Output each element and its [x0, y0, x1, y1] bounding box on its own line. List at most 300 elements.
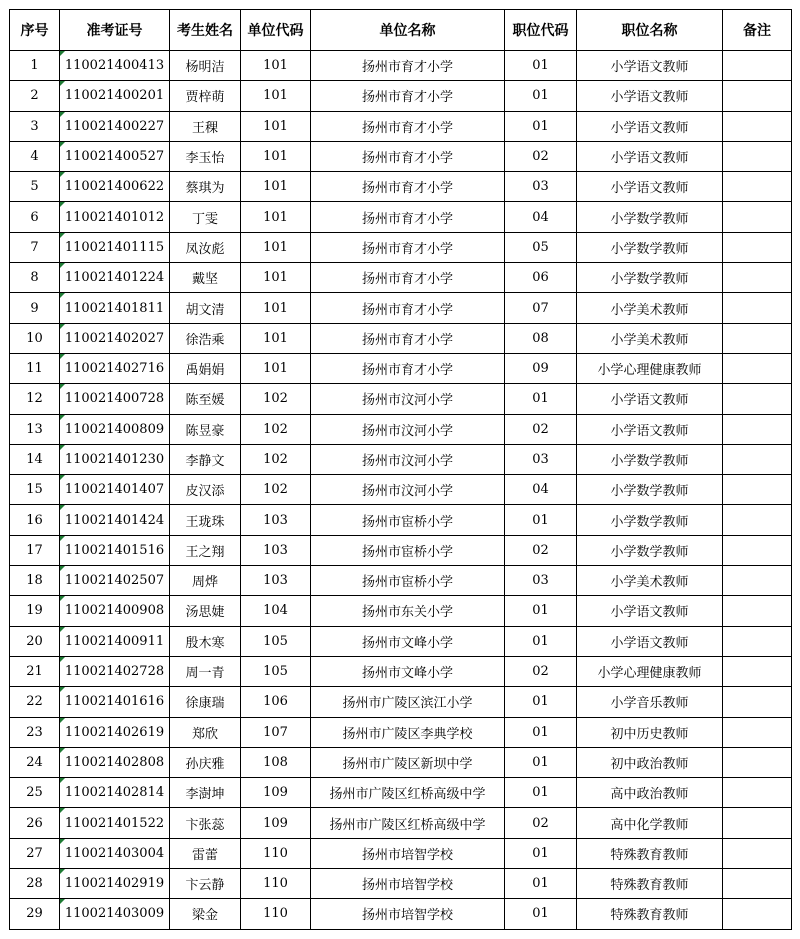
exam-id-cell: 110021402728: [60, 656, 170, 686]
header-name: 考生姓名: [170, 10, 241, 51]
seq-cell: 6: [10, 202, 60, 232]
seq-cell: 1: [10, 51, 60, 81]
unit-name-cell: 扬州市广陵区新坝中学: [311, 747, 505, 777]
table-row: [10, 444, 792, 474]
unit-code-cell: 101: [241, 232, 311, 262]
header-row: [10, 10, 792, 51]
remark-cell: [723, 535, 792, 565]
exam-id-cell: 110021401522: [60, 808, 170, 838]
position-name-cell: 小学数学教师: [577, 475, 723, 505]
remark-cell: [723, 626, 792, 656]
position-name-cell: 小学语文教师: [577, 111, 723, 141]
unit-name-cell: 扬州市广陵区滨江小学: [311, 687, 505, 717]
seq-cell: 4: [10, 141, 60, 171]
unit-name-cell: 扬州市文峰小学: [311, 626, 505, 656]
position-name-cell: 特殊教育教师: [577, 899, 723, 929]
unit-code-cell: 101: [241, 202, 311, 232]
unit-name-cell: 扬州市育才小学: [311, 51, 505, 81]
unit-name-cell: 扬州市宦桥小学: [311, 535, 505, 565]
remark-cell: [723, 566, 792, 596]
remark-cell: [723, 414, 792, 444]
remark-cell: [723, 444, 792, 474]
text-format-marker: [60, 566, 65, 571]
seq-cell: 2: [10, 81, 60, 111]
position-code-cell: 01: [505, 505, 577, 535]
unit-name-cell: 扬州市育才小学: [311, 111, 505, 141]
remark-cell: [723, 899, 792, 929]
header-seq: 序号: [10, 10, 60, 51]
seq-cell: 7: [10, 232, 60, 262]
candidate-name-cell: 李澍坤: [170, 778, 241, 808]
unit-name-cell: 扬州市广陵区红桥高级中学: [311, 778, 505, 808]
position-name-cell: 小学美术教师: [577, 566, 723, 596]
position-code-cell: 03: [505, 172, 577, 202]
candidate-name-cell: 徐浩乘: [170, 323, 241, 353]
unit-name-cell: 扬州市宦桥小学: [311, 566, 505, 596]
seq-cell: 21: [10, 656, 60, 686]
exam-id-cell: 110021401115: [60, 232, 170, 262]
table-row: [10, 384, 792, 414]
position-name-cell: 小学语文教师: [577, 51, 723, 81]
header-pos-code: 职位代码: [505, 10, 577, 51]
table-row: [10, 81, 792, 111]
remark-cell: [723, 808, 792, 838]
remark-cell: [723, 353, 792, 383]
unit-code-cell: 103: [241, 566, 311, 596]
text-format-marker: [60, 202, 65, 207]
candidate-name-cell: 丁雯: [170, 202, 241, 232]
table-body: [10, 51, 792, 930]
unit-code-cell: 102: [241, 475, 311, 505]
candidate-name-cell: 周一青: [170, 656, 241, 686]
exam-id-cell: 110021401811: [60, 293, 170, 323]
text-format-marker: [60, 899, 65, 904]
position-name-cell: 小学数学教师: [577, 263, 723, 293]
seq-cell: 25: [10, 778, 60, 808]
unit-name-cell: 扬州市广陵区李典学校: [311, 717, 505, 747]
unit-name-cell: 扬州市育才小学: [311, 202, 505, 232]
text-format-marker: [60, 718, 65, 723]
text-format-marker: [60, 293, 65, 298]
candidate-name-cell: 卞张蕊: [170, 808, 241, 838]
position-name-cell: 小学语文教师: [577, 141, 723, 171]
table-row: [10, 747, 792, 777]
unit-code-cell: 102: [241, 414, 311, 444]
position-code-cell: 02: [505, 414, 577, 444]
exam-id-cell: 110021400809: [60, 414, 170, 444]
header-pos-name: 职位名称: [577, 10, 723, 51]
position-name-cell: 小学语文教师: [577, 414, 723, 444]
position-code-cell: 02: [505, 141, 577, 171]
unit-name-cell: 扬州市汶河小学: [311, 475, 505, 505]
header-unit-code: 单位代码: [241, 10, 311, 51]
unit-code-cell: 110: [241, 838, 311, 868]
position-code-cell: 01: [505, 869, 577, 899]
position-code-cell: 05: [505, 232, 577, 262]
unit-code-cell: 105: [241, 626, 311, 656]
table-row: [10, 717, 792, 747]
exam-id-cell: 110021400622: [60, 172, 170, 202]
table-row: [10, 566, 792, 596]
seq-cell: 29: [10, 899, 60, 929]
table-row: [10, 596, 792, 626]
text-format-marker: [60, 778, 65, 783]
text-format-marker: [60, 596, 65, 601]
position-name-cell: 高中政治教师: [577, 778, 723, 808]
unit-code-cell: 101: [241, 81, 311, 111]
table-row: [10, 626, 792, 656]
exam-id-cell: 110021400728: [60, 384, 170, 414]
remark-cell: [723, 293, 792, 323]
table-row: [10, 353, 792, 383]
text-format-marker: [60, 808, 65, 813]
candidate-name-cell: 李玉怡: [170, 141, 241, 171]
position-name-cell: 小学心理健康教师: [577, 656, 723, 686]
table-row: [10, 808, 792, 838]
text-format-marker: [60, 263, 65, 268]
exam-id-cell: 110021400413: [60, 51, 170, 81]
unit-name-cell: 扬州市汶河小学: [311, 414, 505, 444]
seq-cell: 16: [10, 505, 60, 535]
candidate-name-cell: 陈昱豪: [170, 414, 241, 444]
position-name-cell: 小学美术教师: [577, 293, 723, 323]
position-code-cell: 01: [505, 626, 577, 656]
unit-code-cell: 101: [241, 293, 311, 323]
unit-code-cell: 109: [241, 808, 311, 838]
table-row: [10, 778, 792, 808]
position-code-cell: 03: [505, 566, 577, 596]
text-format-marker: [60, 415, 65, 420]
seq-cell: 5: [10, 172, 60, 202]
unit-code-cell: 101: [241, 51, 311, 81]
results-table: [9, 9, 792, 930]
unit-code-cell: 104: [241, 596, 311, 626]
table-row: [10, 172, 792, 202]
seq-cell: 28: [10, 869, 60, 899]
seq-cell: 18: [10, 566, 60, 596]
unit-code-cell: 105: [241, 656, 311, 686]
seq-cell: 10: [10, 323, 60, 353]
exam-id-cell: 110021403009: [60, 899, 170, 929]
candidate-name-cell: 郑欣: [170, 717, 241, 747]
unit-name-cell: 扬州市育才小学: [311, 81, 505, 111]
position-code-cell: 03: [505, 444, 577, 474]
position-name-cell: 特殊教育教师: [577, 838, 723, 868]
exam-id-cell: 110021402507: [60, 566, 170, 596]
seq-cell: 27: [10, 838, 60, 868]
candidate-name-cell: 王珑珠: [170, 505, 241, 535]
text-format-marker: [60, 172, 65, 177]
table-row: [10, 535, 792, 565]
position-name-cell: 小学音乐教师: [577, 687, 723, 717]
candidate-name-cell: 梁金: [170, 899, 241, 929]
position-code-cell: 01: [505, 687, 577, 717]
header-unit-name: 单位名称: [311, 10, 505, 51]
seq-cell: 19: [10, 596, 60, 626]
text-format-marker: [60, 657, 65, 662]
remark-cell: [723, 232, 792, 262]
candidate-name-cell: 徐康瑞: [170, 687, 241, 717]
text-format-marker: [60, 384, 65, 389]
position-name-cell: 小学语文教师: [577, 384, 723, 414]
seq-cell: 12: [10, 384, 60, 414]
unit-name-cell: 扬州市培智学校: [311, 899, 505, 929]
table-row: [10, 111, 792, 141]
position-name-cell: 小学语文教师: [577, 596, 723, 626]
seq-cell: 3: [10, 111, 60, 141]
position-name-cell: 小学美术教师: [577, 323, 723, 353]
seq-cell: 11: [10, 353, 60, 383]
candidate-name-cell: 汤思婕: [170, 596, 241, 626]
text-format-marker: [60, 475, 65, 480]
position-code-cell: 02: [505, 656, 577, 686]
exam-id-cell: 110021400908: [60, 596, 170, 626]
candidate-name-cell: 李静文: [170, 444, 241, 474]
unit-name-cell: 扬州市育才小学: [311, 141, 505, 171]
text-format-marker: [60, 233, 65, 238]
remark-cell: [723, 263, 792, 293]
seq-cell: 15: [10, 475, 60, 505]
unit-code-cell: 103: [241, 505, 311, 535]
candidate-name-cell: 雷蕾: [170, 838, 241, 868]
text-format-marker: [60, 536, 65, 541]
text-format-marker: [60, 51, 65, 56]
unit-code-cell: 108: [241, 747, 311, 777]
exam-id-cell: 110021402814: [60, 778, 170, 808]
seq-cell: 17: [10, 535, 60, 565]
candidate-name-cell: 陈至媛: [170, 384, 241, 414]
unit-code-cell: 101: [241, 141, 311, 171]
seq-cell: 26: [10, 808, 60, 838]
text-format-marker: [60, 839, 65, 844]
candidate-name-cell: 贾梓萌: [170, 81, 241, 111]
candidate-name-cell: 蔡琪为: [170, 172, 241, 202]
table-row: [10, 141, 792, 171]
table-row: [10, 475, 792, 505]
position-name-cell: 初中历史教师: [577, 717, 723, 747]
text-format-marker: [60, 748, 65, 753]
seq-cell: 14: [10, 444, 60, 474]
table-row: [10, 687, 792, 717]
unit-code-cell: 102: [241, 384, 311, 414]
remark-cell: [723, 838, 792, 868]
candidate-name-cell: 王之翔: [170, 535, 241, 565]
candidate-name-cell: 禹娟娟: [170, 353, 241, 383]
unit-name-cell: 扬州市育才小学: [311, 172, 505, 202]
position-code-cell: 01: [505, 111, 577, 141]
remark-cell: [723, 384, 792, 414]
position-name-cell: 小学数学教师: [577, 444, 723, 474]
table-row: [10, 263, 792, 293]
unit-code-cell: 101: [241, 111, 311, 141]
position-code-cell: 01: [505, 596, 577, 626]
position-name-cell: 小学数学教师: [577, 202, 723, 232]
remark-cell: [723, 81, 792, 111]
position-code-cell: 01: [505, 81, 577, 111]
position-name-cell: 小学数学教师: [577, 232, 723, 262]
candidate-name-cell: 孙庆雅: [170, 747, 241, 777]
table-row: [10, 838, 792, 868]
table-row: [10, 505, 792, 535]
remark-cell: [723, 172, 792, 202]
unit-code-cell: 110: [241, 869, 311, 899]
unit-name-cell: 扬州市育才小学: [311, 232, 505, 262]
table-row: [10, 869, 792, 899]
position-code-cell: 02: [505, 808, 577, 838]
table-row: [10, 899, 792, 929]
exam-id-cell: 110021401424: [60, 505, 170, 535]
position-code-cell: 06: [505, 263, 577, 293]
unit-name-cell: 扬州市汶河小学: [311, 384, 505, 414]
remark-cell: [723, 505, 792, 535]
position-code-cell: 04: [505, 475, 577, 505]
unit-code-cell: 103: [241, 535, 311, 565]
remark-cell: [723, 202, 792, 232]
table-row: [10, 293, 792, 323]
seq-cell: 22: [10, 687, 60, 717]
text-format-marker: [60, 627, 65, 632]
position-code-cell: 07: [505, 293, 577, 323]
position-name-cell: 小学语文教师: [577, 81, 723, 111]
exam-id-cell: 110021402919: [60, 869, 170, 899]
text-format-marker: [60, 112, 65, 117]
position-name-cell: 小学语文教师: [577, 626, 723, 656]
text-format-marker: [60, 324, 65, 329]
remark-cell: [723, 687, 792, 717]
remark-cell: [723, 141, 792, 171]
exam-id-cell: 110021401616: [60, 687, 170, 717]
exam-id-cell: 110021401516: [60, 535, 170, 565]
remark-cell: [723, 656, 792, 686]
remark-cell: [723, 596, 792, 626]
text-format-marker: [60, 445, 65, 450]
exam-id-cell: 110021402808: [60, 747, 170, 777]
text-format-marker: [60, 354, 65, 359]
position-name-cell: 高中化学教师: [577, 808, 723, 838]
position-code-cell: 02: [505, 535, 577, 565]
unit-name-cell: 扬州市育才小学: [311, 293, 505, 323]
unit-code-cell: 101: [241, 353, 311, 383]
position-code-cell: 01: [505, 717, 577, 747]
header-exam-id: 准考证号: [60, 10, 170, 51]
candidate-name-cell: 皮汉添: [170, 475, 241, 505]
candidate-name-cell: 王稞: [170, 111, 241, 141]
seq-cell: 9: [10, 293, 60, 323]
header-remark: 备注: [723, 10, 792, 51]
unit-code-cell: 101: [241, 263, 311, 293]
table-row: [10, 414, 792, 444]
unit-name-cell: 扬州市东关小学: [311, 596, 505, 626]
candidate-name-cell: 卞云静: [170, 869, 241, 899]
position-name-cell: 小学数学教师: [577, 505, 723, 535]
remark-cell: [723, 747, 792, 777]
position-code-cell: 09: [505, 353, 577, 383]
unit-name-cell: 扬州市育才小学: [311, 323, 505, 353]
position-code-cell: 01: [505, 384, 577, 414]
exam-id-cell: 110021401012: [60, 202, 170, 232]
unit-code-cell: 107: [241, 717, 311, 747]
candidate-name-cell: 杨明洁: [170, 51, 241, 81]
seq-cell: 24: [10, 747, 60, 777]
exam-id-cell: 110021401230: [60, 444, 170, 474]
unit-name-cell: 扬州市广陵区红桥高级中学: [311, 808, 505, 838]
unit-name-cell: 扬州市培智学校: [311, 869, 505, 899]
position-name-cell: 小学心理健康教师: [577, 353, 723, 383]
text-format-marker: [60, 869, 65, 874]
text-format-marker: [60, 687, 65, 692]
exam-id-cell: 110021400201: [60, 81, 170, 111]
exam-id-cell: 110021400527: [60, 141, 170, 171]
text-format-marker: [60, 142, 65, 147]
unit-code-cell: 110: [241, 899, 311, 929]
unit-code-cell: 102: [241, 444, 311, 474]
table-row: [10, 202, 792, 232]
text-format-marker: [60, 505, 65, 510]
candidate-name-cell: 戴坚: [170, 263, 241, 293]
unit-name-cell: 扬州市宦桥小学: [311, 505, 505, 535]
exam-id-cell: 110021400227: [60, 111, 170, 141]
position-name-cell: 特殊教育教师: [577, 869, 723, 899]
position-code-cell: 01: [505, 778, 577, 808]
remark-cell: [723, 111, 792, 141]
position-name-cell: 初中政治教师: [577, 747, 723, 777]
unit-name-cell: 扬州市育才小学: [311, 263, 505, 293]
candidate-name-cell: 殷木寒: [170, 626, 241, 656]
table-row: [10, 323, 792, 353]
unit-code-cell: 101: [241, 172, 311, 202]
remark-cell: [723, 323, 792, 353]
unit-name-cell: 扬州市汶河小学: [311, 444, 505, 474]
unit-name-cell: 扬州市育才小学: [311, 353, 505, 383]
position-name-cell: 小学数学教师: [577, 535, 723, 565]
position-code-cell: 01: [505, 747, 577, 777]
unit-name-cell: 扬州市培智学校: [311, 838, 505, 868]
table-row: [10, 232, 792, 262]
remark-cell: [723, 51, 792, 81]
seq-cell: 8: [10, 263, 60, 293]
unit-code-cell: 101: [241, 323, 311, 353]
seq-cell: 20: [10, 626, 60, 656]
text-format-marker: [60, 81, 65, 86]
exam-id-cell: 110021401407: [60, 475, 170, 505]
seq-cell: 23: [10, 717, 60, 747]
position-code-cell: 01: [505, 838, 577, 868]
table-row: [10, 656, 792, 686]
remark-cell: [723, 869, 792, 899]
candidate-name-cell: 周烨: [170, 566, 241, 596]
position-code-cell: 08: [505, 323, 577, 353]
candidate-name-cell: 凤汝彪: [170, 232, 241, 262]
position-name-cell: 小学语文教师: [577, 172, 723, 202]
unit-name-cell: 扬州市文峰小学: [311, 656, 505, 686]
seq-cell: 13: [10, 414, 60, 444]
position-code-cell: 04: [505, 202, 577, 232]
exam-id-cell: 110021402716: [60, 353, 170, 383]
exam-id-cell: 110021401224: [60, 263, 170, 293]
exam-id-cell: 110021403004: [60, 838, 170, 868]
position-code-cell: 01: [505, 51, 577, 81]
exam-id-cell: 110021402619: [60, 717, 170, 747]
candidate-name-cell: 胡文清: [170, 293, 241, 323]
exam-id-cell: 110021402027: [60, 323, 170, 353]
remark-cell: [723, 475, 792, 505]
unit-code-cell: 109: [241, 778, 311, 808]
unit-code-cell: 106: [241, 687, 311, 717]
exam-id-cell: 110021400911: [60, 626, 170, 656]
table-row: [10, 51, 792, 81]
remark-cell: [723, 778, 792, 808]
position-code-cell: 01: [505, 899, 577, 929]
